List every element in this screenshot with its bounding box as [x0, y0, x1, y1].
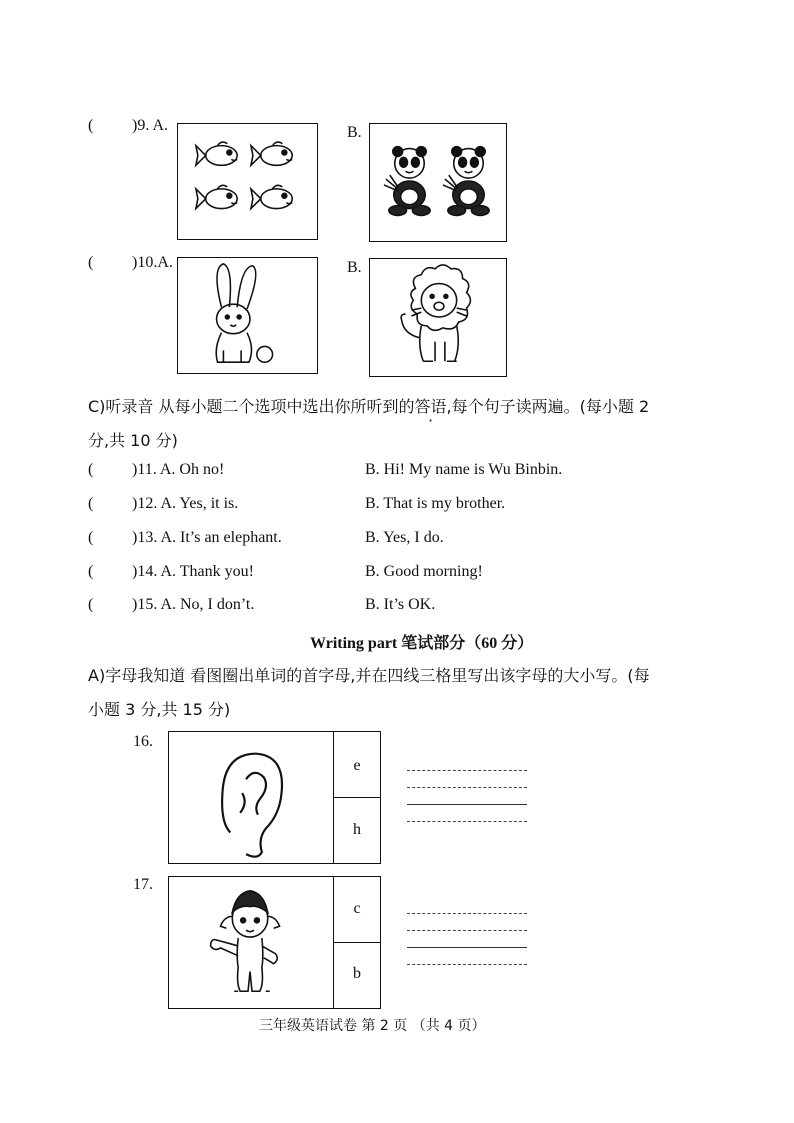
- page-footer: 三年级英语试卷 第 2 页 （共 4 页）: [259, 1018, 486, 1034]
- question-15-option-a: )15. A. No, I don’t.: [132, 596, 255, 613]
- q10-option-b-image[interactable]: [369, 258, 507, 377]
- question-9-label: )9. A.: [132, 117, 168, 134]
- answer-paren: (: [88, 529, 94, 546]
- q9-option-a-image[interactable]: [177, 123, 318, 240]
- section-a-instruction-line2: 小题 3 分,共 15 分): [88, 700, 231, 719]
- letter-choice-label: h: [353, 821, 361, 838]
- question-11-option-a: )11. A. Oh no!: [132, 461, 225, 478]
- lion-icon: [370, 259, 506, 376]
- letter-choice-c[interactable]: [333, 876, 381, 943]
- question-14-option-a: )14. A. Thank you!: [132, 563, 254, 580]
- q10-option-a-image[interactable]: [177, 257, 318, 374]
- question-14-option-b: B. Good morning!: [365, 563, 483, 580]
- question-16-number: 16.: [133, 733, 153, 750]
- question-17-number: 17.: [133, 876, 153, 893]
- letter-choice-b[interactable]: [333, 942, 381, 1009]
- q16-picture: [168, 731, 334, 864]
- letter-choice-label: c: [353, 900, 361, 917]
- question-13-option-a: )13. A. It’s an elephant.: [132, 529, 282, 546]
- answer-paren: (: [88, 495, 94, 512]
- answer-paren: (: [88, 461, 94, 478]
- answer-paren: (: [88, 596, 94, 613]
- letter-choice-e[interactable]: [333, 731, 381, 798]
- q17-picture: [168, 876, 334, 1009]
- answer-paren: (: [88, 563, 94, 580]
- letter-choice-h[interactable]: [333, 797, 381, 864]
- section-c-instruction: [88, 394, 649, 417]
- section-c-text-2: ,每个句子读两遍。(每小题 2: [446, 397, 650, 416]
- section-a-instruction: A)字母我知道 看图圈出单词的首字母,并在四线三格里写出该字母的大小写。(每: [88, 666, 650, 685]
- girl-icon: [169, 877, 333, 1008]
- option-b-label: B.: [347, 259, 362, 276]
- section-c-instruction-line2: 分,共 10 分): [88, 431, 178, 450]
- question-12-option-b: B. That is my brother.: [365, 495, 506, 512]
- question-11-option-b: B. Hi! My name is Wu Binbin.: [365, 461, 563, 478]
- rabbit-icon: [178, 258, 317, 373]
- answer-paren: (: [88, 117, 94, 134]
- section-c-text: C)听录音 从每小题二个选项中选出你所听到的: [88, 397, 415, 416]
- fish-icon: [178, 124, 317, 239]
- option-b-label: B.: [347, 124, 362, 141]
- letter-choice-label: e: [353, 757, 361, 774]
- writing-part-title: Writing part 笔试部分（60 分）: [310, 635, 534, 652]
- four-line-writing-grid[interactable]: [407, 913, 527, 969]
- question-13-option-b: B. Yes, I do.: [365, 529, 444, 546]
- ear-icon: [169, 732, 333, 863]
- question-15-option-b: B. It’s OK.: [365, 596, 436, 613]
- question-12-option-a: )12. A. Yes, it is.: [132, 495, 239, 512]
- question-10-label: )10.A.: [132, 254, 173, 271]
- four-line-writing-grid[interactable]: [407, 770, 527, 826]
- letter-choice-label: b: [353, 965, 361, 982]
- answer-paren: (: [88, 254, 94, 271]
- emphasis-word: 答语: [414, 397, 447, 416]
- panda-icon: [370, 124, 506, 241]
- q9-option-b-image[interactable]: [369, 123, 507, 242]
